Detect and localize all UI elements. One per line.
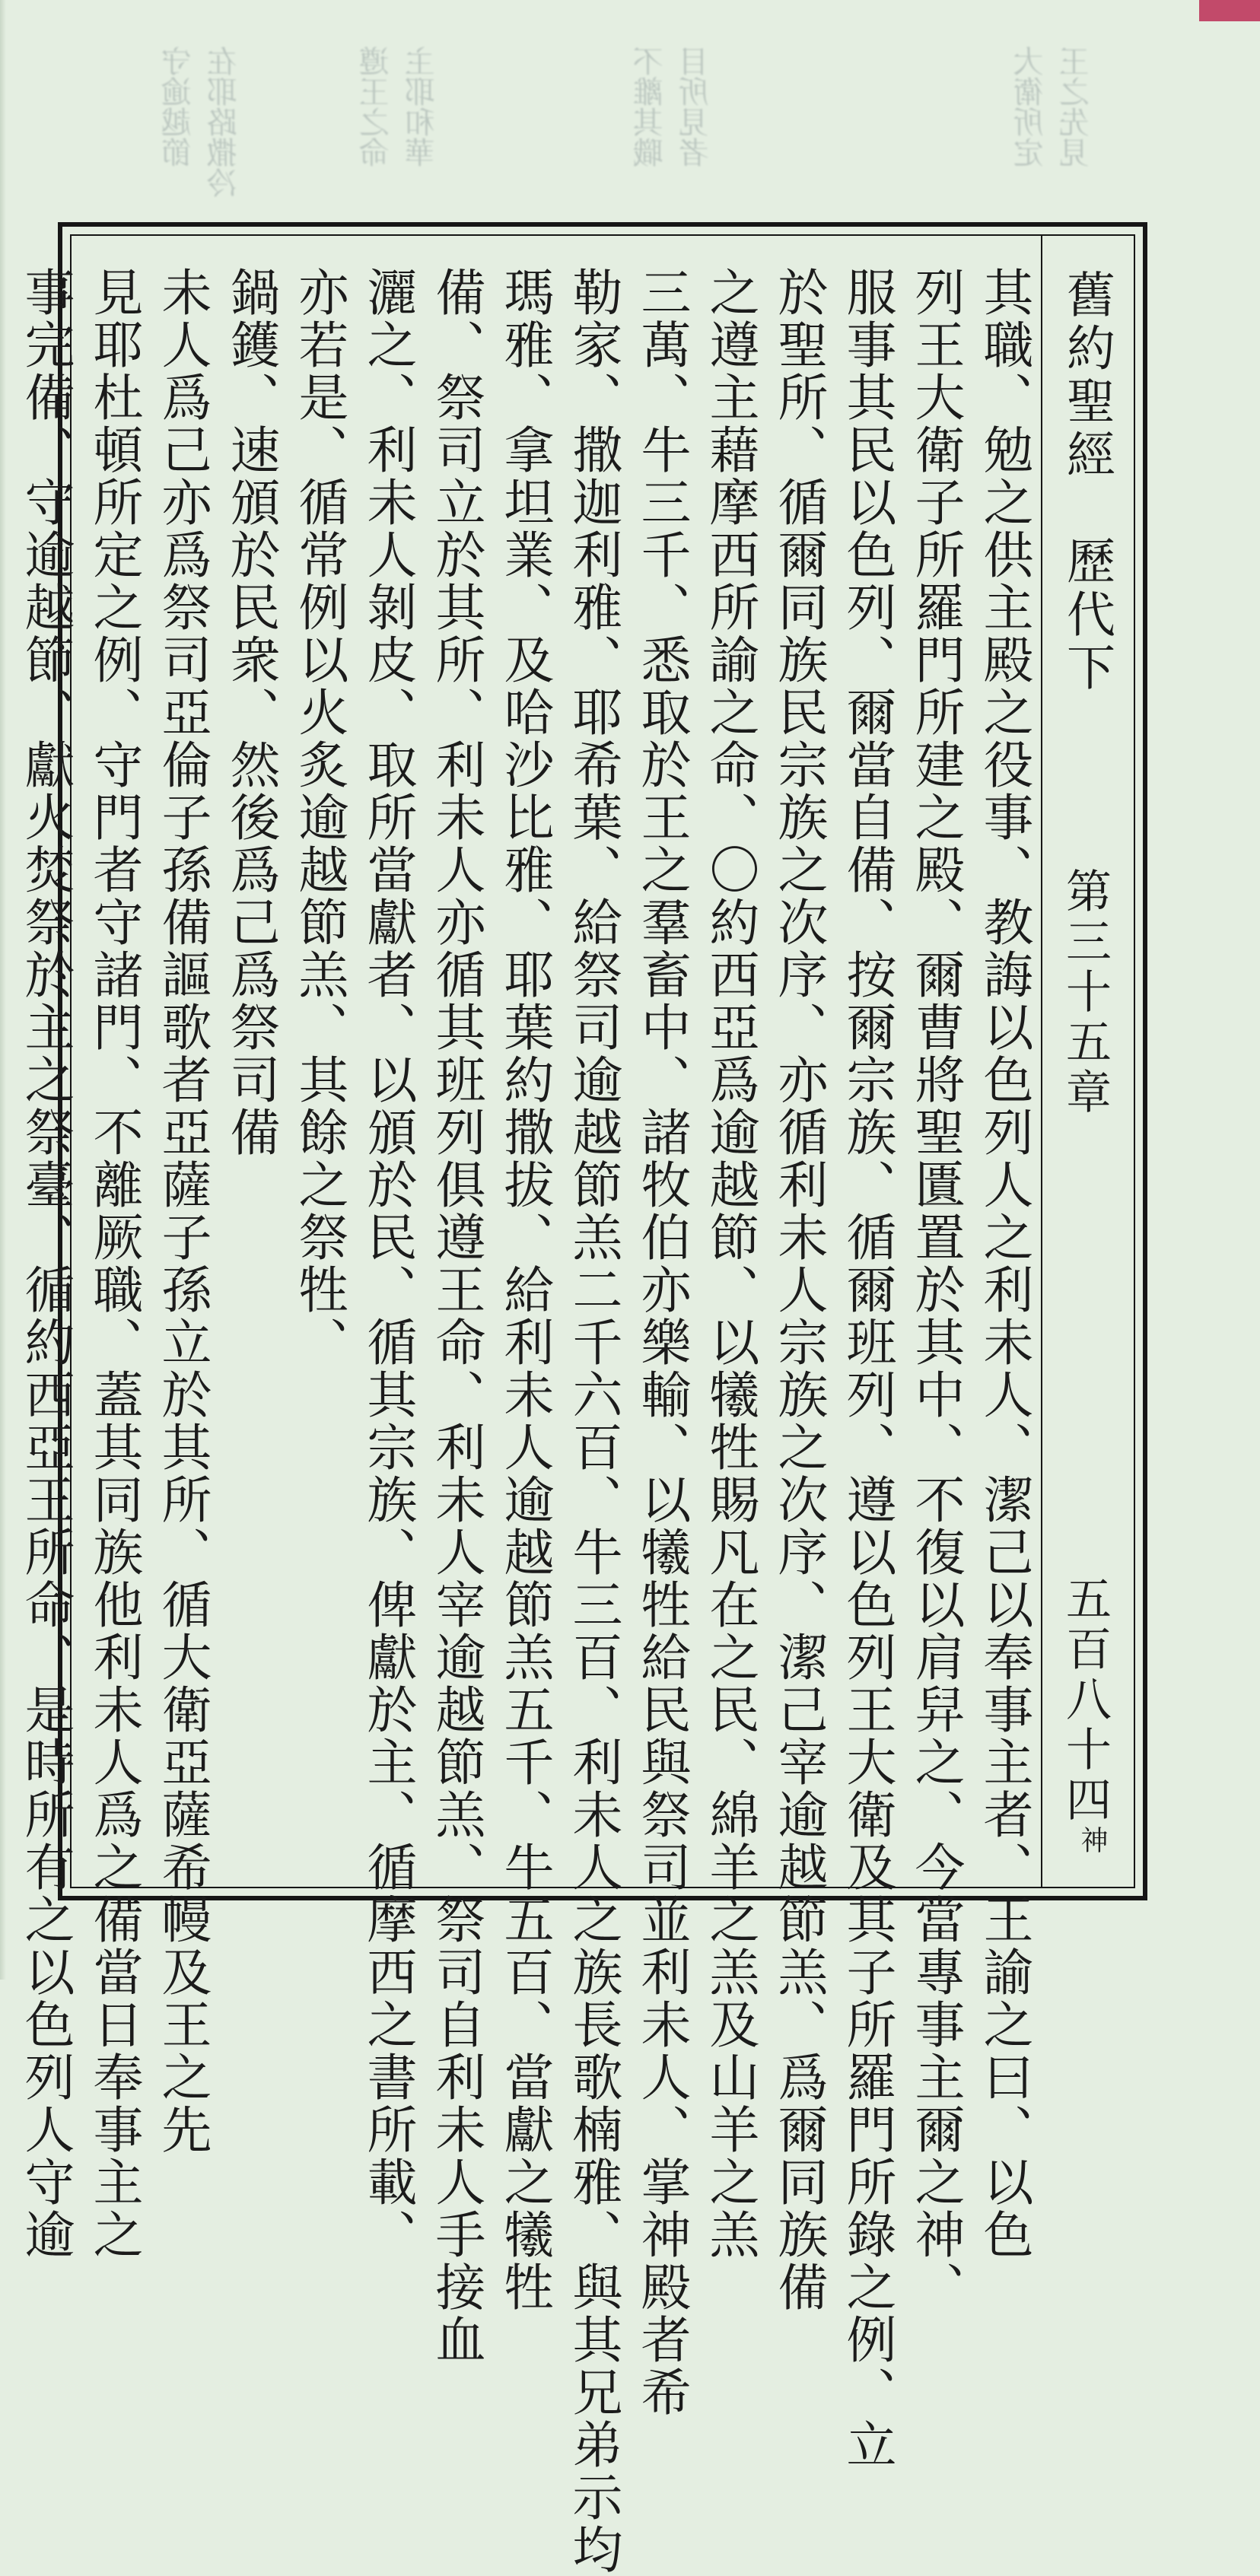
text-column: 三萬、牛三千、悉取於王之羣畜中、諸牧伯亦樂輸、以犧牲給民與祭司並利未人、掌神殿者希 bbox=[632, 266, 691, 2419]
bleed-line: 目所見者 bbox=[679, 46, 714, 167]
text-column: 之遵主藉摩西所諭之命、〇約西亞爲逾越節、以犧牲賜凡在之民、綿羊之羔及山羊之羔 bbox=[701, 266, 759, 2261]
text-column: 未人爲己亦爲祭司亞倫子孫備謳歌者亞薩子孫立於其所、循大衛亞薩希幔及王之先 bbox=[153, 266, 212, 2156]
text-column: 其職、勉之供主殿之役事、教誨以色列人之利未人、潔己以奉事主者、王諭之曰、以色 bbox=[975, 266, 1033, 2261]
bleed-line: 不離其職 bbox=[633, 46, 668, 167]
bleed-line: 主耶和華 bbox=[405, 46, 440, 167]
bleed-through-text bbox=[145, 15, 1157, 213]
text-column: 鍋鑊、速頒於民衆、然後爲己爲祭司備 bbox=[221, 266, 280, 1159]
text-column: 勒家、撒迦利雅、耶希葉、給祭司逾越節羔二千六百、牛三百、利未人之族長歌楠雅、與其兄弟示均 bbox=[564, 266, 622, 2576]
text-column: 事完備、守逾越節、獻火焚祭於主之祭臺、循約西亞王所命、是時所有之以色列人守逾 bbox=[16, 266, 75, 2261]
text-column: 服事其民以色列、爾當自備、按爾宗族、循爾班列、遵以色列王大衛及其子所羅門所錄之例、立 bbox=[838, 266, 896, 2471]
bleed-line: 王之先見 bbox=[1059, 46, 1094, 167]
chapter-label: 第三十五章 bbox=[1058, 867, 1112, 1118]
page-frame bbox=[16, 222, 1147, 2576]
text-column: 灑之、利未人剝皮、取所當獻者、以頒於民、循其宗族、俾獻於主、循摩西之書所載、 bbox=[358, 266, 417, 2261]
book-title: 舊約聖經 歷代下 bbox=[1058, 269, 1115, 695]
bleed-line: 在耶路撒冷 bbox=[207, 46, 242, 198]
text-column: 於聖所、循爾同族民宗族之次序、亦循利未人宗族之次序、潔己宰逾越節羔、爲爾同族備 bbox=[769, 266, 828, 2314]
text-column: 亦若是、循常例以火炙逾越節羔、其餘之祭牲、 bbox=[290, 266, 348, 1369]
binding-shadow bbox=[0, 0, 6, 1980]
bleed-line: 大衛所定 bbox=[1013, 46, 1048, 167]
catchword: 神 bbox=[1077, 1826, 1108, 1853]
text-column: 瑪雅、拿坦業、及哈沙比雅、耶葉約撒拔、給利未人逾越節羔五千、牛五百、當獻之犧牲 bbox=[495, 266, 554, 2314]
text-column: 列王大衛子所羅門所建之殿、爾曹將聖匱置於其中、不復以肩舁之、今當專事主爾之神、 bbox=[906, 266, 965, 2314]
text-column: 備、祭司立於其所、利未人亦循其班列俱遵王命、利未人宰逾越節羔、祭司自利未人手接血 bbox=[427, 266, 485, 2366]
page-frame-inner bbox=[16, 234, 1135, 2576]
bleed-line: 遵王之命 bbox=[359, 46, 394, 167]
text-body bbox=[16, 236, 1042, 2576]
running-header bbox=[1041, 236, 1134, 1887]
page-edge-accent bbox=[1199, 0, 1260, 21]
page-number: 五百八十四 bbox=[1058, 1575, 1112, 1826]
text-column: 見耶杜頓所定之例、守門者守諸門、不離厥職、蓋其同族他利未人爲之備當日奉事主之 bbox=[84, 266, 143, 2261]
bleed-line: 守逾越節 bbox=[161, 46, 196, 167]
